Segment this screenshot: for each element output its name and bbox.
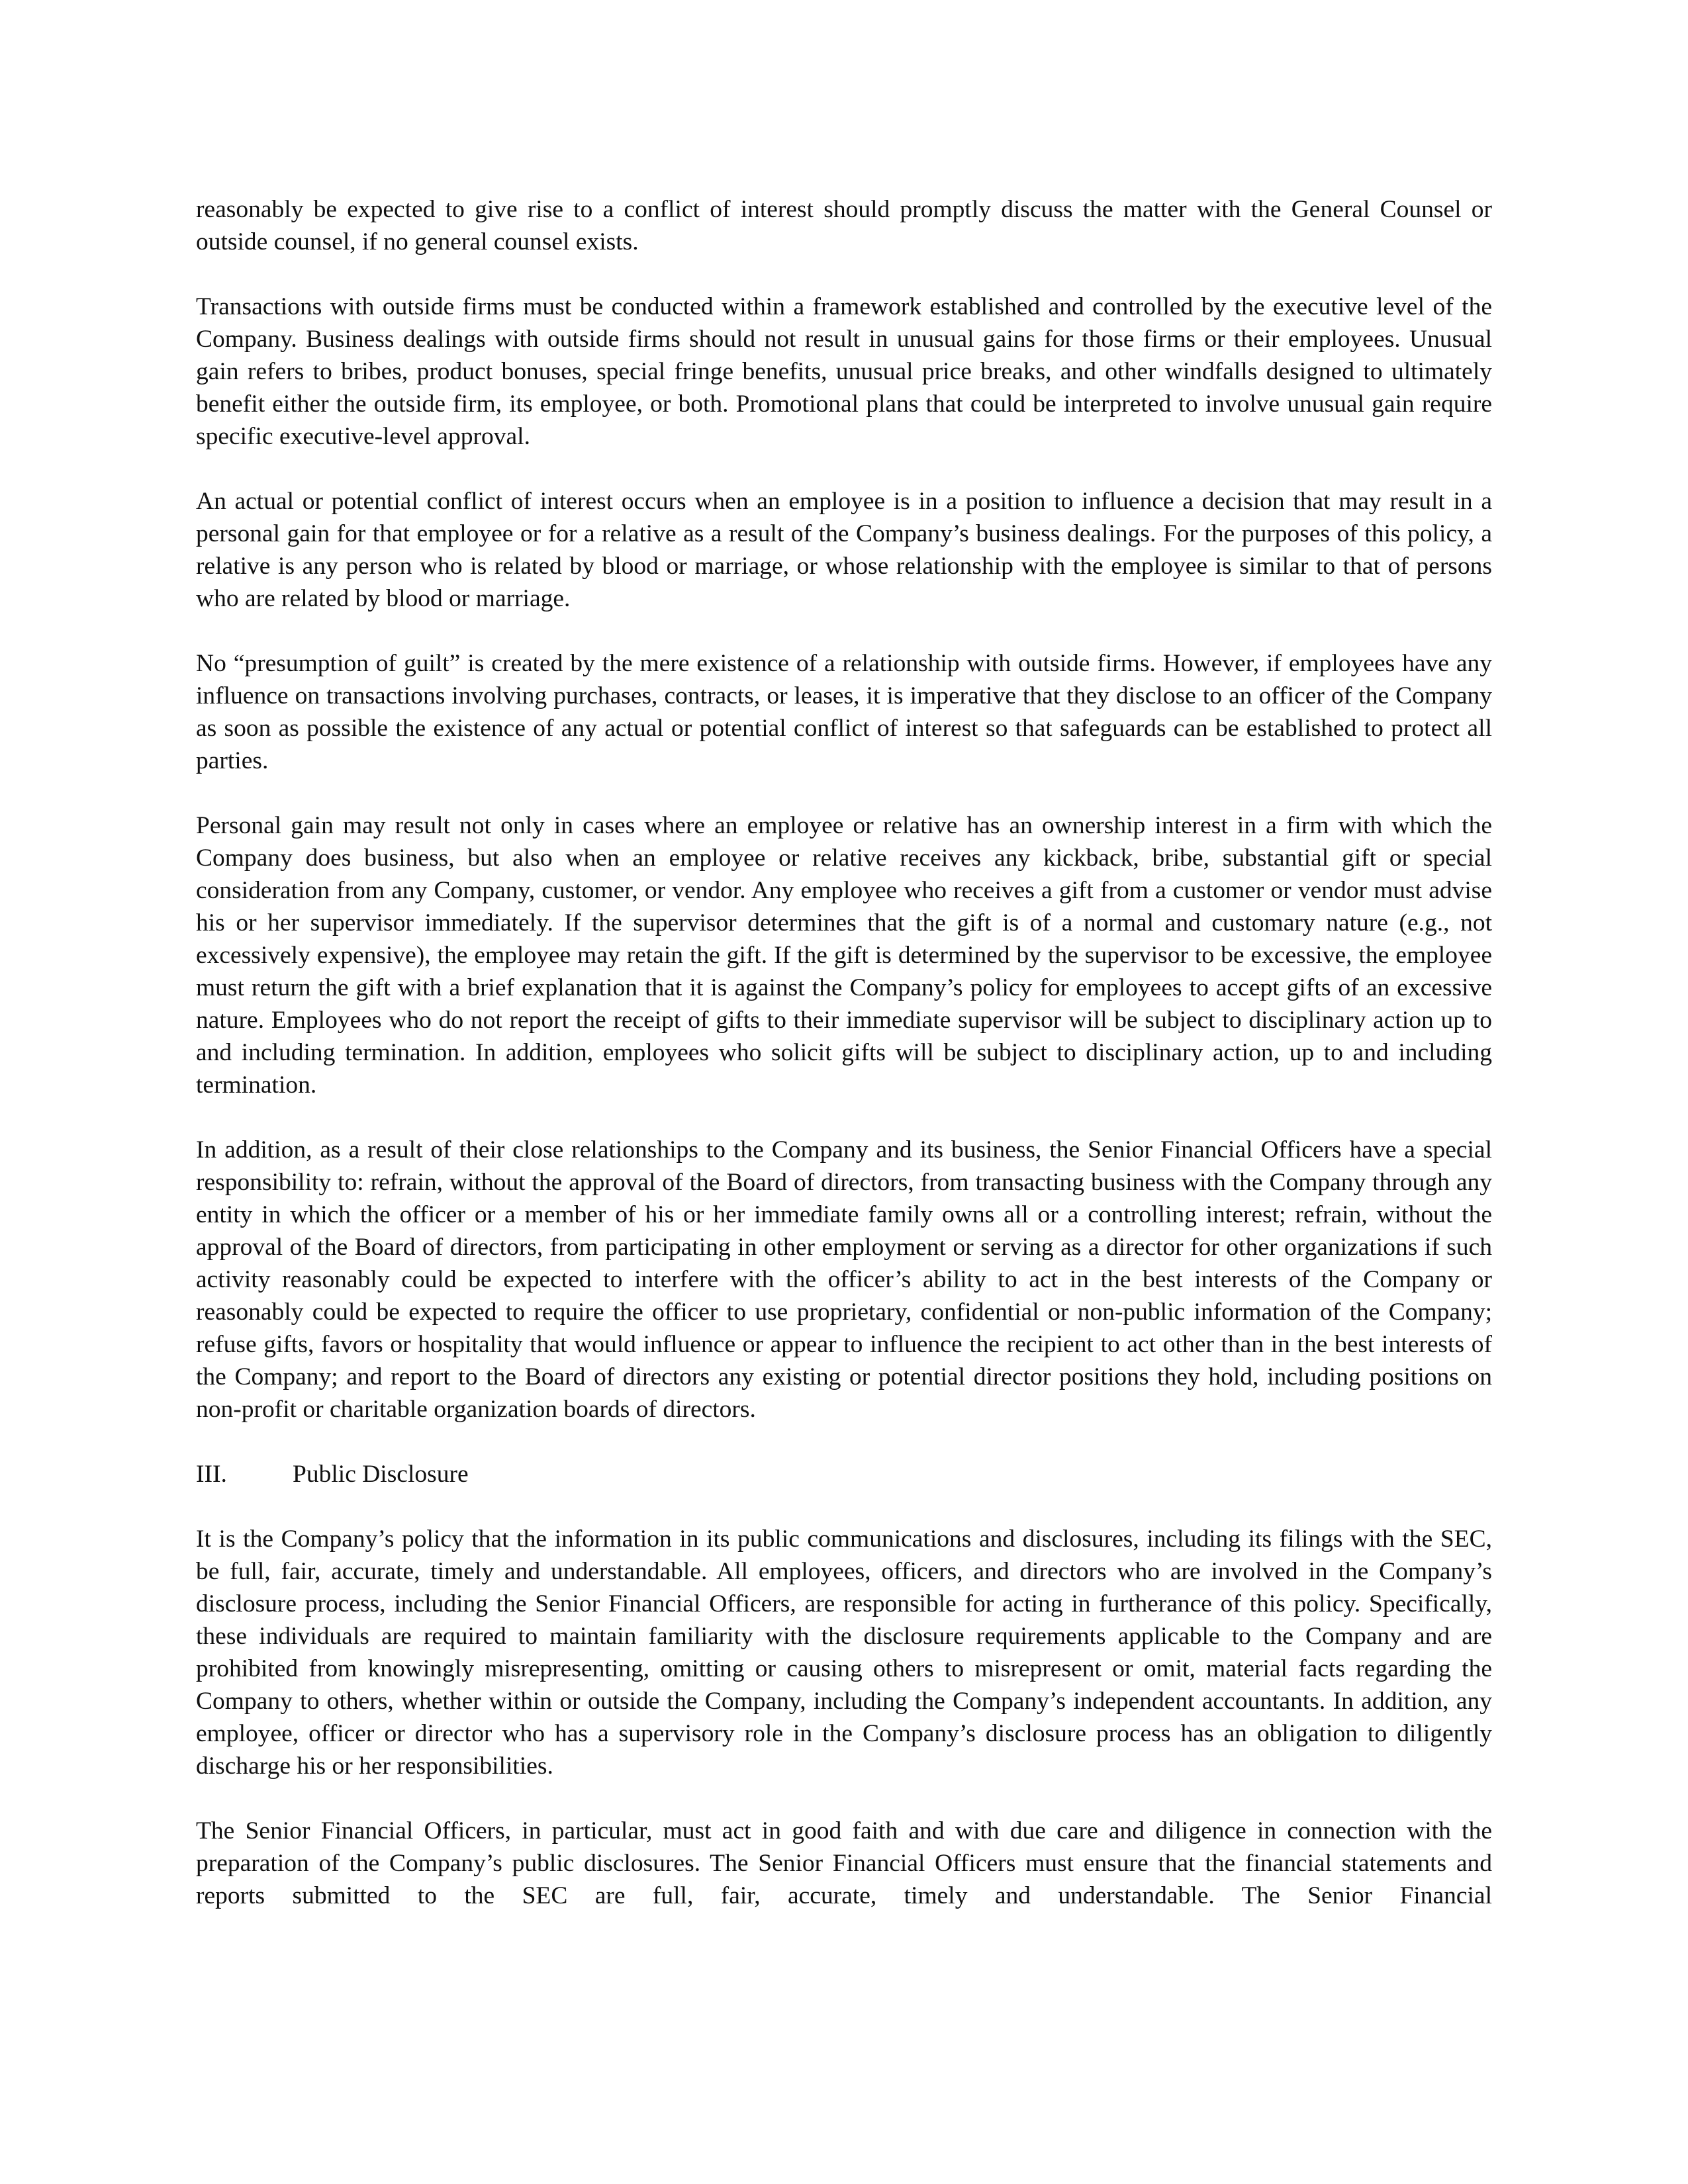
paragraph-senior-officers-responsibility: In addition, as a result of their close relationships to the Company and its business, the Senior Financial Officers have a special responsibility to: refrain, without the approval of the Board of directors, from transacting business with the Company through any entity in which the officer or a member of his or her immediate family owns all or a controlling interest; refrain, without the approval of the Board of directors, from participating in other employment or serving as a director for other organizations if such activity reasonably could be expected to interfere with the officer’s ability to act in the best interests of the Company or reasonably could be expected to require the officer to use proprietary, confidential or non-public information of the Company; refuse gifts, favors or hospitality that would influence or appear to influence the recipient to act other than in the best interests of the Company; and report to the Board of directors any existing or potential director positions they hold, including positions on non-profit or charitable organization boards of directors. (196, 1136, 1492, 1423)
paragraph-outside-firms: Transactions with outside firms must be conducted within a framework established and controlled by the executive level of the Company. Business dealings with outside firms should not result in unusual gains for those firms or their employees. Unusual gain refers to bribes, product bonuses, special fringe benefits, unusual price breaks, and other windfalls designed to ultimately benefit either the outside firm, its employee, or both. Promotional plans that could be interpreted to involve unusual gain require specific executive-level approval. (196, 293, 1492, 450)
paragraph-presumption-of-guilt: No “presumption of guilt” is created by the mere existence of a relationship with outside firms. However, if employees have any influence on transactions involving purchases, contracts, or leases, it is imperative that they disclose to an officer of the Company as soon as possible the existence of any actual or potential conflict of interest so that safeguards can be established to protect all parties. (196, 650, 1492, 774)
section-title: Public Disclosure (293, 1461, 469, 1488)
paragraph-conflict-discussion: reasonably be expected to give rise to a conflict of interest should promptly discuss the matter with the General Counsel or outside counsel, if no general counsel exists. (196, 196, 1492, 255)
document-page (196, 193, 1492, 1944)
paragraph-disclosure-policy: It is the Company’s policy that the information in its public communications and disclosures, including its filings with the SEC, be full, fair, accurate, timely and understandable. All employees, officers, and directors who are involved in the Company’s disclosure process, including the Senior Financial Officers, are responsible for acting in furtherance of this policy. Specifically, these individuals are required to maintain familiarity with the disclosure requirements applicable to the Company and are prohibited from knowingly misrepresenting, omitting or causing others to misrepresent or omit, material facts regarding the Company to others, whether within or outside the Company, including the Company’s independent accountants. In addition, any employee, officer or director who has a supervisory role in the Company’s disclosure process has an obligation to diligently discharge his or her responsibilities. (196, 1525, 1492, 1780)
paragraph-conflict-definition: An actual or potential conflict of interest occurs when an employee is in a position to influence a decision that may result in a personal gain for that employee or for a relative as a result of the Company’s business dealings. For the purposes of this policy, a relative is any person who is related by blood or marriage, or whose relationship with the employee is similar to that of persons who are related by blood or marriage. (196, 488, 1492, 612)
paragraph-personal-gain: Personal gain may result not only in cases where an employee or relative has an ownership interest in a firm with which the Company does business, but also when an employee or relative receives any kickback, bribe, substantial gift or special consideration from any Company, customer, or vendor. Any employee who receives a gift from a customer or vendor must advise his or her supervisor immediately. If the supervisor determines that the gift is of a normal and customary nature (e.g., not excessively expensive), the employee may retain the gift. If the gift is determined by the supervisor to be excessive, the employee must return the gift with a brief explanation that it is against the Company’s policy for employees to accept gifts of an excessive nature. Employees who do not report the receipt of gifts to their immediate supervisor will be subject to disciplinary action up to and including termination. In addition, employees who solicit gifts will be subject to disciplinary action, up to and including termination. (196, 812, 1492, 1099)
section-heading (196, 1458, 1492, 1490)
section-number: III. (196, 1461, 227, 1488)
paragraph-senior-officers-disclosure: The Senior Financial Officers, in particular, must act in good faith and with due care and diligence in connection with the preparation of the Company’s public disclosures. The Senior Financial Officers must ensure that the financial statements and reports submitted to the SEC are full, fair, accurate, timely and understandable. The Senior Financial (196, 1817, 1492, 1909)
